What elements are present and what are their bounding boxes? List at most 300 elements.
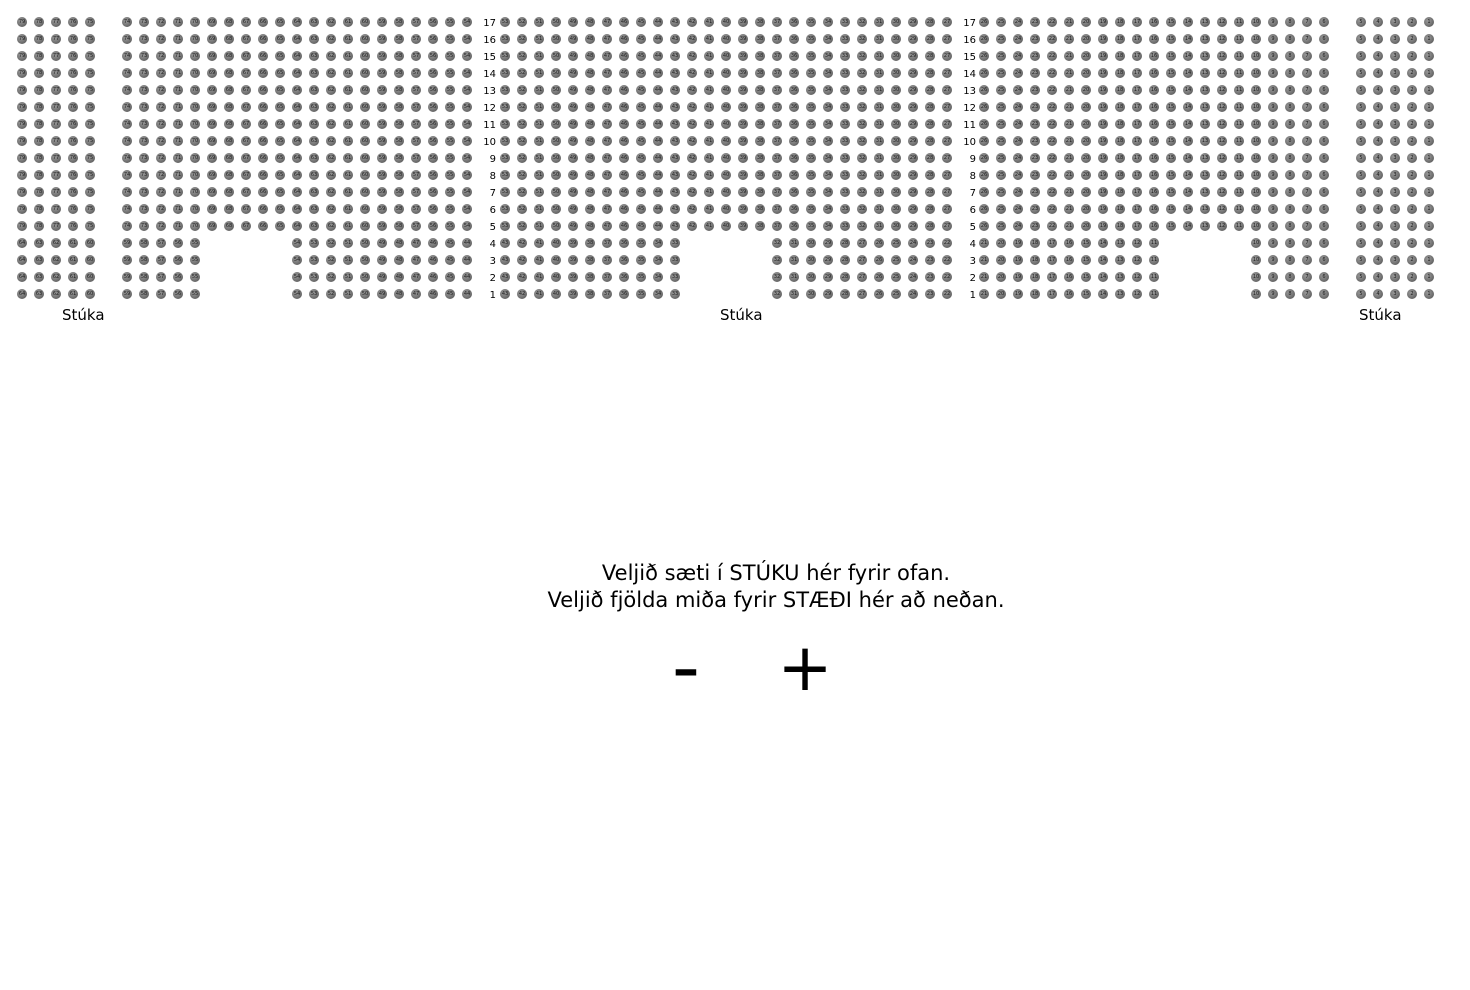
seat[interactable]: 29 xyxy=(824,274,832,280)
seat[interactable]: 9 xyxy=(1268,255,1278,265)
seat[interactable]: 42 xyxy=(688,206,696,212)
seat[interactable]: 54 xyxy=(463,223,471,229)
seat[interactable]: 72 xyxy=(157,172,165,178)
seat[interactable]: 53 xyxy=(310,257,318,263)
seat[interactable]: 43 xyxy=(671,70,679,76)
seat[interactable]: 28 xyxy=(926,87,934,93)
seat[interactable]: 4 xyxy=(1373,51,1383,61)
seat[interactable]: 61 xyxy=(344,206,352,212)
seat[interactable]: 39 xyxy=(569,240,577,246)
seat[interactable]: 55 xyxy=(446,87,454,93)
seat[interactable]: 5 xyxy=(1356,17,1366,27)
seat[interactable]: 17 xyxy=(1133,206,1141,212)
seat[interactable]: 57 xyxy=(412,121,420,127)
seat[interactable]: 46 xyxy=(620,206,628,212)
seat[interactable]: 71 xyxy=(174,19,182,25)
seat[interactable]: 48 xyxy=(586,189,594,195)
seat[interactable]: 6 xyxy=(1319,68,1329,78)
seat[interactable]: 49 xyxy=(569,172,577,178)
seat[interactable]: 56 xyxy=(429,206,437,212)
seat[interactable]: 77 xyxy=(52,36,60,42)
seat[interactable]: 32 xyxy=(773,274,781,280)
seat[interactable]: 32 xyxy=(858,19,866,25)
seat[interactable]: 52 xyxy=(518,206,526,212)
seat[interactable]: 77 xyxy=(52,189,60,195)
seat[interactable]: 10 xyxy=(1252,223,1260,229)
seat[interactable]: 10 xyxy=(1252,70,1260,76)
seat[interactable]: 24 xyxy=(1014,189,1022,195)
seat[interactable]: 35 xyxy=(807,19,815,25)
seat[interactable]: 7 xyxy=(1302,272,1312,282)
seat[interactable]: 18 xyxy=(1031,291,1039,297)
seat[interactable]: 37 xyxy=(603,291,611,297)
seat[interactable]: 56 xyxy=(429,189,437,195)
seat[interactable]: 48 xyxy=(395,240,403,246)
seat[interactable]: 8 xyxy=(1285,221,1295,231)
seat[interactable]: 30 xyxy=(892,36,900,42)
seat[interactable]: 41 xyxy=(705,36,713,42)
seat[interactable]: 43 xyxy=(671,223,679,229)
seat[interactable]: 25 xyxy=(997,53,1005,59)
seat[interactable]: 44 xyxy=(654,70,662,76)
seat[interactable]: 75 xyxy=(86,155,94,161)
seat[interactable]: 23 xyxy=(926,257,934,263)
seat[interactable]: 18 xyxy=(1116,36,1124,42)
seat[interactable]: 76 xyxy=(69,138,77,144)
seat[interactable]: 26 xyxy=(980,138,988,144)
seat[interactable]: 16 xyxy=(1065,274,1073,280)
seat[interactable]: 53 xyxy=(501,36,509,42)
seat[interactable]: 12 xyxy=(1218,104,1226,110)
seat[interactable]: 66 xyxy=(259,19,267,25)
seat[interactable]: 43 xyxy=(671,138,679,144)
seat[interactable]: 10 xyxy=(1252,53,1260,59)
seat[interactable]: 49 xyxy=(569,155,577,161)
seat[interactable]: 73 xyxy=(140,138,148,144)
seat[interactable]: 56 xyxy=(429,104,437,110)
seat[interactable]: 5 xyxy=(1356,204,1366,214)
seat[interactable]: 61 xyxy=(344,223,352,229)
seat[interactable]: 36 xyxy=(790,19,798,25)
seat[interactable]: 33 xyxy=(671,291,679,297)
seat[interactable]: 30 xyxy=(807,257,815,263)
seat[interactable]: 74 xyxy=(123,104,131,110)
seat[interactable]: 70 xyxy=(191,53,199,59)
seat[interactable]: 42 xyxy=(518,274,526,280)
seat[interactable]: 31 xyxy=(875,155,883,161)
seat[interactable]: 77 xyxy=(52,70,60,76)
seat[interactable]: 37 xyxy=(773,155,781,161)
seat[interactable]: 12 xyxy=(1218,87,1226,93)
seat[interactable]: 23 xyxy=(1031,121,1039,127)
seat[interactable]: 32 xyxy=(858,53,866,59)
seat[interactable]: 56 xyxy=(174,291,182,297)
seat[interactable]: 78 xyxy=(35,138,43,144)
seat[interactable]: 44 xyxy=(463,257,471,263)
seat[interactable]: 44 xyxy=(654,104,662,110)
seat[interactable]: 69 xyxy=(208,36,216,42)
seat[interactable]: 16 xyxy=(1150,121,1158,127)
seat[interactable]: 44 xyxy=(463,240,471,246)
seat[interactable]: 44 xyxy=(463,274,471,280)
seat[interactable]: 5 xyxy=(1356,51,1366,61)
seat[interactable]: 59 xyxy=(378,155,386,161)
seat[interactable]: 15 xyxy=(1082,291,1090,297)
seat[interactable]: 22 xyxy=(943,291,951,297)
seat[interactable]: 19 xyxy=(1014,274,1022,280)
seat[interactable]: 27 xyxy=(943,53,951,59)
seat[interactable]: 37 xyxy=(773,189,781,195)
seat[interactable]: 2 xyxy=(1407,153,1417,163)
seat[interactable]: 67 xyxy=(242,138,250,144)
seat[interactable]: 75 xyxy=(86,223,94,229)
seat[interactable]: 35 xyxy=(807,36,815,42)
seat[interactable]: 20 xyxy=(1082,138,1090,144)
seat[interactable]: 72 xyxy=(157,104,165,110)
seat[interactable]: 9 xyxy=(1268,68,1278,78)
seat[interactable]: 45 xyxy=(637,206,645,212)
seat[interactable]: 33 xyxy=(841,223,849,229)
seat[interactable]: 69 xyxy=(208,189,216,195)
seat[interactable]: 41 xyxy=(535,240,543,246)
seat[interactable]: 60 xyxy=(86,291,94,297)
seat[interactable]: 71 xyxy=(174,87,182,93)
seat[interactable]: 58 xyxy=(395,138,403,144)
seat[interactable]: 76 xyxy=(69,223,77,229)
seat[interactable]: 46 xyxy=(620,87,628,93)
seat[interactable]: 15 xyxy=(1167,19,1175,25)
seat[interactable]: 44 xyxy=(654,121,662,127)
seat[interactable]: 53 xyxy=(501,155,509,161)
seat[interactable]: 27 xyxy=(943,19,951,25)
seat[interactable]: 20 xyxy=(1082,223,1090,229)
seat[interactable]: 73 xyxy=(140,19,148,25)
seat[interactable]: 38 xyxy=(756,70,764,76)
seat[interactable]: 24 xyxy=(1014,19,1022,25)
seat[interactable]: 24 xyxy=(909,274,917,280)
seat[interactable]: 78 xyxy=(35,104,43,110)
seat[interactable]: 30 xyxy=(892,70,900,76)
seat[interactable]: 7 xyxy=(1302,51,1312,61)
seat[interactable]: 63 xyxy=(310,53,318,59)
seat[interactable]: 19 xyxy=(1099,172,1107,178)
seat[interactable]: 59 xyxy=(378,172,386,178)
seat[interactable]: 30 xyxy=(892,121,900,127)
seat[interactable]: 50 xyxy=(552,223,560,229)
seat[interactable]: 6 xyxy=(1319,51,1329,61)
seat[interactable]: 52 xyxy=(327,257,335,263)
seat[interactable]: 27 xyxy=(943,155,951,161)
seat[interactable]: 63 xyxy=(310,19,318,25)
seat[interactable]: 11 xyxy=(1235,104,1243,110)
seat[interactable]: 32 xyxy=(858,223,866,229)
seat[interactable]: 20 xyxy=(1082,206,1090,212)
seat[interactable]: 24 xyxy=(1014,104,1022,110)
seat[interactable]: 34 xyxy=(824,172,832,178)
seat[interactable]: 50 xyxy=(552,121,560,127)
seat[interactable]: 31 xyxy=(875,87,883,93)
seat[interactable]: 53 xyxy=(501,87,509,93)
seat[interactable]: 57 xyxy=(412,104,420,110)
seat[interactable]: 16 xyxy=(1065,291,1073,297)
seat[interactable]: 60 xyxy=(361,19,369,25)
seat[interactable]: 48 xyxy=(586,121,594,127)
seat[interactable]: 21 xyxy=(1065,53,1073,59)
seat[interactable]: 37 xyxy=(773,104,781,110)
seat[interactable]: 76 xyxy=(69,172,77,178)
seat[interactable]: 60 xyxy=(361,36,369,42)
seat[interactable]: 35 xyxy=(637,291,645,297)
seat[interactable]: 11 xyxy=(1235,36,1243,42)
seat[interactable]: 40 xyxy=(552,240,560,246)
seat[interactable]: 72 xyxy=(157,87,165,93)
seat[interactable]: 64 xyxy=(293,223,301,229)
seat[interactable]: 2 xyxy=(1407,85,1417,95)
seat[interactable]: 54 xyxy=(463,206,471,212)
seat[interactable]: 11 xyxy=(1235,155,1243,161)
seat[interactable]: 31 xyxy=(875,53,883,59)
seat[interactable]: 16 xyxy=(1150,104,1158,110)
seat[interactable]: 17 xyxy=(1133,70,1141,76)
seat[interactable]: 28 xyxy=(841,274,849,280)
seat[interactable]: 50 xyxy=(361,240,369,246)
seat[interactable]: 78 xyxy=(35,206,43,212)
seat[interactable]: 20 xyxy=(1082,70,1090,76)
seat[interactable]: 30 xyxy=(892,206,900,212)
seat[interactable]: 58 xyxy=(395,87,403,93)
seat[interactable]: 25 xyxy=(997,206,1005,212)
seat[interactable]: 62 xyxy=(327,121,335,127)
seat[interactable]: 1 xyxy=(1424,289,1434,299)
seat[interactable]: 38 xyxy=(586,291,594,297)
seat[interactable]: 10 xyxy=(1252,257,1260,263)
seat[interactable]: 58 xyxy=(395,223,403,229)
seat[interactable]: 2 xyxy=(1407,170,1417,180)
seat[interactable]: 45 xyxy=(637,223,645,229)
seat[interactable]: 24 xyxy=(1014,87,1022,93)
seat[interactable]: 70 xyxy=(191,172,199,178)
seat[interactable]: 27 xyxy=(943,206,951,212)
seat[interactable]: 64 xyxy=(293,155,301,161)
seat[interactable]: 51 xyxy=(344,240,352,246)
seat[interactable]: 55 xyxy=(446,189,454,195)
seat[interactable]: 34 xyxy=(824,138,832,144)
seat[interactable]: 43 xyxy=(671,206,679,212)
seat[interactable]: 62 xyxy=(327,70,335,76)
seat[interactable]: 59 xyxy=(378,19,386,25)
seat[interactable]: 57 xyxy=(157,274,165,280)
seat[interactable]: 22 xyxy=(1048,104,1056,110)
seat[interactable]: 39 xyxy=(739,121,747,127)
seat[interactable]: 59 xyxy=(378,70,386,76)
seat[interactable]: 57 xyxy=(412,87,420,93)
seat[interactable]: 35 xyxy=(807,121,815,127)
seat[interactable]: 11 xyxy=(1235,87,1243,93)
seat[interactable]: 23 xyxy=(1031,172,1039,178)
seat[interactable]: 76 xyxy=(69,189,77,195)
seat[interactable]: 27 xyxy=(943,223,951,229)
seat[interactable]: 15 xyxy=(1167,206,1175,212)
seat[interactable]: 58 xyxy=(395,70,403,76)
seat[interactable]: 49 xyxy=(569,53,577,59)
seat[interactable]: 16 xyxy=(1150,223,1158,229)
seat[interactable]: 5 xyxy=(1356,272,1366,282)
seat[interactable]: 10 xyxy=(1252,240,1260,246)
seat[interactable]: 63 xyxy=(310,206,318,212)
seat[interactable]: 53 xyxy=(501,104,509,110)
seat[interactable]: 17 xyxy=(1133,155,1141,161)
seat[interactable]: 24 xyxy=(1014,223,1022,229)
seat[interactable]: 5 xyxy=(1356,153,1366,163)
seat[interactable]: 13 xyxy=(1116,291,1124,297)
seat[interactable]: 25 xyxy=(997,87,1005,93)
seat[interactable]: 32 xyxy=(858,206,866,212)
seat[interactable]: 11 xyxy=(1150,291,1158,297)
seat[interactable]: 2 xyxy=(1407,187,1417,197)
seat[interactable]: 19 xyxy=(1099,53,1107,59)
seat[interactable]: 66 xyxy=(259,87,267,93)
seat[interactable]: 55 xyxy=(446,223,454,229)
seat[interactable]: 75 xyxy=(86,172,94,178)
seat[interactable]: 32 xyxy=(858,155,866,161)
seat[interactable]: 9 xyxy=(1268,34,1278,44)
seat[interactable]: 41 xyxy=(705,70,713,76)
seat[interactable]: 60 xyxy=(361,172,369,178)
seat[interactable]: 51 xyxy=(535,19,543,25)
seat[interactable]: 58 xyxy=(395,189,403,195)
seat[interactable]: 72 xyxy=(157,155,165,161)
seat[interactable]: 7 xyxy=(1302,153,1312,163)
seat[interactable]: 25 xyxy=(892,257,900,263)
seat[interactable]: 74 xyxy=(123,87,131,93)
seat[interactable]: 25 xyxy=(892,291,900,297)
seat[interactable]: 43 xyxy=(501,291,509,297)
seat[interactable]: 17 xyxy=(1133,138,1141,144)
seat[interactable]: 41 xyxy=(705,104,713,110)
seat[interactable]: 57 xyxy=(412,70,420,76)
seat[interactable]: 1 xyxy=(1424,153,1434,163)
seat[interactable]: 45 xyxy=(446,291,454,297)
seat[interactable]: 54 xyxy=(463,36,471,42)
seat[interactable]: 3 xyxy=(1390,289,1400,299)
seat[interactable]: 33 xyxy=(671,257,679,263)
seat[interactable]: 40 xyxy=(722,87,730,93)
seat[interactable]: 18 xyxy=(1031,240,1039,246)
seat[interactable]: 40 xyxy=(722,121,730,127)
seat[interactable]: 39 xyxy=(739,172,747,178)
seat[interactable]: 34 xyxy=(824,104,832,110)
seat[interactable]: 74 xyxy=(123,53,131,59)
seat[interactable]: 61 xyxy=(344,19,352,25)
seat[interactable]: 36 xyxy=(620,291,628,297)
seat[interactable]: 76 xyxy=(69,104,77,110)
seat[interactable]: 77 xyxy=(52,172,60,178)
seat[interactable]: 1 xyxy=(1424,238,1434,248)
seat[interactable]: 54 xyxy=(463,172,471,178)
seat[interactable]: 51 xyxy=(535,155,543,161)
seat[interactable]: 25 xyxy=(997,70,1005,76)
seat[interactable]: 71 xyxy=(174,36,182,42)
seat[interactable]: 67 xyxy=(242,104,250,110)
seat[interactable]: 14 xyxy=(1184,70,1192,76)
seat[interactable]: 78 xyxy=(35,19,43,25)
seat[interactable]: 49 xyxy=(378,240,386,246)
seat[interactable]: 79 xyxy=(18,138,26,144)
seat[interactable]: 64 xyxy=(293,138,301,144)
seat[interactable]: 33 xyxy=(841,104,849,110)
seat[interactable]: 61 xyxy=(69,291,77,297)
seat[interactable]: 36 xyxy=(790,121,798,127)
seat[interactable]: 59 xyxy=(378,206,386,212)
seat[interactable]: 22 xyxy=(1048,87,1056,93)
seat[interactable]: 17 xyxy=(1133,189,1141,195)
seat[interactable]: 54 xyxy=(463,53,471,59)
seat[interactable]: 23 xyxy=(926,274,934,280)
seat[interactable]: 65 xyxy=(276,19,284,25)
seat[interactable]: 16 xyxy=(1150,155,1158,161)
seat[interactable]: 41 xyxy=(705,121,713,127)
seat[interactable]: 70 xyxy=(191,70,199,76)
seat[interactable]: 15 xyxy=(1167,53,1175,59)
seat[interactable]: 66 xyxy=(259,206,267,212)
seat[interactable]: 12 xyxy=(1218,121,1226,127)
seat[interactable]: 39 xyxy=(739,36,747,42)
seat[interactable]: 42 xyxy=(688,223,696,229)
seat[interactable]: 55 xyxy=(446,70,454,76)
seat[interactable]: 64 xyxy=(18,240,26,246)
seat[interactable]: 60 xyxy=(361,138,369,144)
seat[interactable]: 71 xyxy=(174,53,182,59)
seat[interactable]: 41 xyxy=(705,19,713,25)
seat[interactable]: 57 xyxy=(412,206,420,212)
seat[interactable]: 4 xyxy=(1373,221,1383,231)
seat[interactable]: 61 xyxy=(344,36,352,42)
seat[interactable]: 72 xyxy=(157,19,165,25)
seat[interactable]: 16 xyxy=(1065,240,1073,246)
seat[interactable]: 40 xyxy=(552,257,560,263)
seat[interactable]: 77 xyxy=(52,155,60,161)
seat[interactable]: 58 xyxy=(395,36,403,42)
seat[interactable]: 47 xyxy=(412,291,420,297)
seat[interactable]: 56 xyxy=(429,121,437,127)
seat[interactable]: 9 xyxy=(1268,153,1278,163)
seat[interactable]: 64 xyxy=(293,87,301,93)
seat[interactable]: 23 xyxy=(1031,206,1039,212)
seat[interactable]: 42 xyxy=(688,70,696,76)
seat[interactable]: 51 xyxy=(344,257,352,263)
seat[interactable]: 33 xyxy=(841,70,849,76)
seat[interactable]: 53 xyxy=(310,240,318,246)
seat[interactable]: 68 xyxy=(225,36,233,42)
seat[interactable]: 20 xyxy=(997,257,1005,263)
seat[interactable]: 77 xyxy=(52,104,60,110)
seat[interactable]: 27 xyxy=(858,291,866,297)
seat[interactable]: 65 xyxy=(276,155,284,161)
seat[interactable]: 67 xyxy=(242,19,250,25)
seat[interactable]: 29 xyxy=(909,121,917,127)
seat[interactable]: 48 xyxy=(395,257,403,263)
seat[interactable]: 43 xyxy=(671,104,679,110)
seat[interactable]: 13 xyxy=(1116,240,1124,246)
seat[interactable]: 37 xyxy=(773,206,781,212)
seat[interactable]: 53 xyxy=(501,206,509,212)
seat[interactable]: 20 xyxy=(1082,104,1090,110)
seat[interactable]: 28 xyxy=(926,155,934,161)
seat[interactable]: 71 xyxy=(174,206,182,212)
seat[interactable]: 62 xyxy=(327,87,335,93)
seat[interactable]: 28 xyxy=(926,189,934,195)
seat[interactable]: 4 xyxy=(1373,255,1383,265)
